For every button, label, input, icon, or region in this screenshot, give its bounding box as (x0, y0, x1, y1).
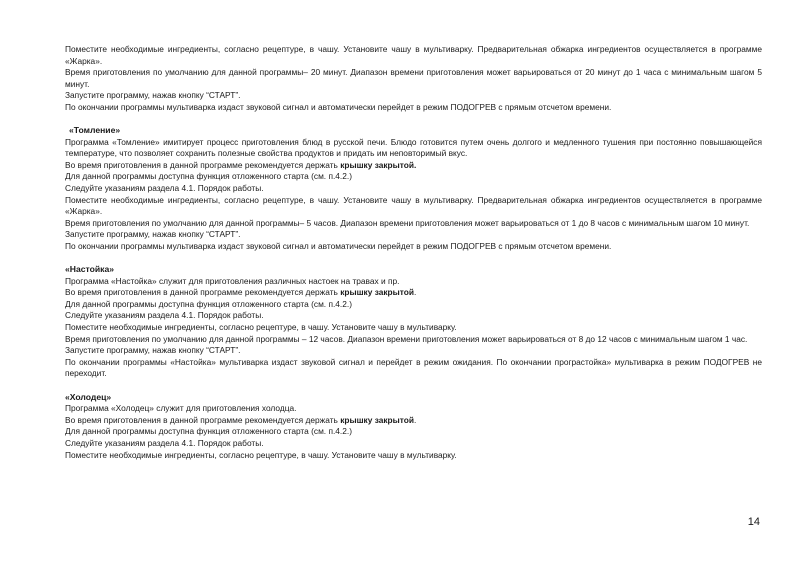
section-heading: «Холодец» (65, 391, 112, 402)
paragraph: Поместите необходимые ингредиенты, согласно рецептуре, в чашу. Установите чашу в мультиварку. Предварительная обжарка ингредиентов осуществляется в программе «Жарка». (65, 194, 762, 217)
paragraph: По окончании программы мультиварка издаст звуковой сигнал и автоматически перейдет в режим ПОДОГРЕВ с прямым отсчетом времени. (65, 101, 612, 112)
paragraph: По окончании программы «Настойка» мультиварка издаст звуковой сигнал и перейдет в режим ожидания. По окончании програстойка» мультиварка в режим ПОДОГРЕВ не переходит. (65, 356, 762, 379)
paragraph: Для данной программы доступна функция отложенного старта (см. п.4.2.) (65, 171, 352, 182)
document-page (65, 44, 762, 461)
paragraph: Время приготовления по умолчанию для данной программы– 5 часов. Диапазон времени приготовления может варьироваться от 1 до 8 часов с минимальным шагом 10 минут. (65, 217, 750, 228)
paragraph: Для данной программы доступна функция отложенного старта (см. п.4.2.) (65, 426, 352, 437)
bold-text: крышку закрытой (340, 287, 414, 298)
paragraph: Следуйте указаниям раздела 4.1. Порядок работы. (65, 437, 264, 448)
paragraph: Программа «Холодец» служит для приготовления холодца. (65, 403, 297, 414)
paragraph: Поместите необходимые ингредиенты, согласно рецептуре, в чашу. Установите чашу в мультиварку. Предварительная обжарка ингредиентов осуществляется в программе «Жарка». (65, 44, 762, 66)
paragraph-text: Во время приготовления в данной программе рекомендуется держать (65, 159, 341, 170)
paragraph (65, 287, 762, 299)
paragraph: Поместите необходимые ингредиенты, согласно рецептуре, в чашу. Установите чашу в мультиварку. (65, 449, 457, 460)
paragraph: Следуйте указаниям раздела 4.1. Порядок работы. (65, 183, 264, 194)
paragraph: Запустите программу, нажав кнопку “СТАРТ”. (65, 229, 241, 240)
paragraph: По окончании программы мультиварка издаст звуковой сигнал и автоматически перейдет в режим ПОДОГРЕВ с прямым отсчетом времени. (65, 241, 612, 251)
paragraph: Программа «Томление» имитирует процесс приготовления блюд в русской печи. Блюдо готовится путем очень долгого и медленного тушения при постоянно повышающейся температуре, что позволяет сохранить полезные свойства продуктов и придать им неповторимый вкус. (65, 136, 762, 159)
bold-text: крышку закрытой. (340, 159, 417, 170)
paragraph: Время приготовления по умолчанию для данной программы– 20 минут. Диапазон времени приготовления может варьироваться от 20 минут до 1 часа с минимальным шагом 5 минут. (65, 67, 762, 89)
section-heading: «Томление» (69, 125, 121, 136)
paragraph: Время приготовления по умолчанию для данной программы – 12 часов. Диапазон времени приготовления может варьироваться от 8 до 12 часов с минимальным шагом 1 час. (65, 333, 748, 344)
paragraph: Запустите программу, нажав кнопку “СТАРТ”. (65, 90, 241, 101)
page-number: 14 (747, 516, 760, 528)
paragraph: Программа «Настойка» служит для приготовления различных настоек на травах и пр. (65, 275, 400, 286)
paragraph-text: . (413, 287, 417, 298)
section-tomlenie (65, 125, 762, 253)
paragraph: Запустите программу, нажав кнопку “СТАРТ”. (65, 345, 241, 356)
paragraph: Поместите необходимые ингредиенты, согласно рецептуре, в чашу. Установите чашу в мультиварку. (65, 322, 457, 333)
paragraph-text: . (413, 414, 417, 425)
intro-section (65, 44, 762, 114)
paragraph: Для данной программы доступна функция отложенного старта (см. п.4.2.) (65, 298, 352, 309)
paragraph: Следуйте указаниям раздела 4.1. Порядок работы. (65, 310, 264, 321)
section-nastoyka (65, 264, 762, 380)
section-kholodets (65, 392, 762, 462)
paragraph (65, 160, 762, 172)
section-heading: «Настойка» (65, 264, 115, 275)
paragraph-text: Во время приготовления в данной программе рекомендуется держать (65, 414, 341, 425)
bold-text: крышку закрытой (340, 414, 414, 425)
paragraph (65, 415, 762, 427)
paragraph-text: Во время приготовления в данной программе рекомендуется держать (65, 287, 341, 298)
